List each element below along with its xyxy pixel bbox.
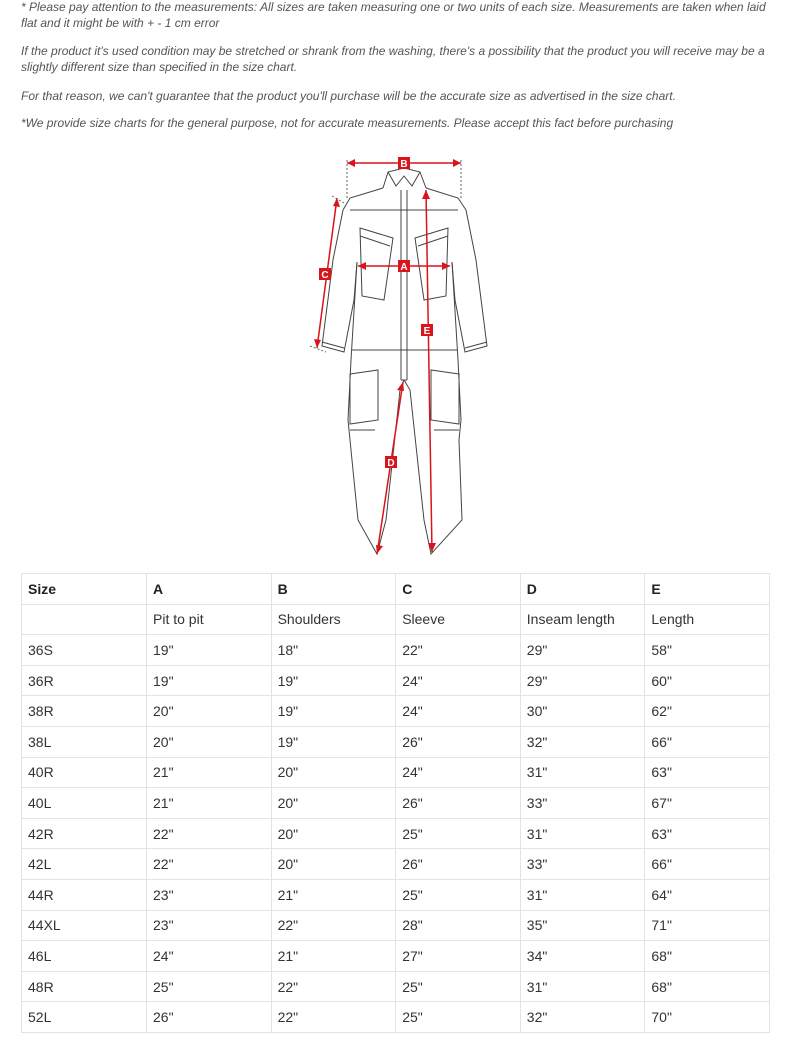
cell-size: 40L bbox=[22, 788, 147, 819]
cell-inseam: 31" bbox=[520, 818, 645, 849]
note-measurement-error: * Please pay attention to the measurements: All sizes are taken measuring one or two units of each size. Measurements are taken when laid flat and it might be with + - 1 cm error bbox=[21, 0, 766, 30]
cell-sleeve: 25" bbox=[396, 1002, 521, 1033]
subheader-length: Length bbox=[645, 604, 770, 635]
marker-b: B bbox=[400, 159, 408, 170]
note-general-purpose: *We provide size charts for the general purpose, not for accurate measurements. Please accept this fact before purchasing bbox=[21, 116, 674, 130]
cell-length: 66" bbox=[645, 726, 770, 757]
cell-pit-to-pit: 25" bbox=[147, 971, 272, 1002]
cell-pit-to-pit: 23" bbox=[147, 910, 272, 941]
table-row bbox=[22, 665, 770, 696]
table-row bbox=[22, 635, 770, 666]
cell-sleeve: 28" bbox=[396, 910, 521, 941]
cell-sleeve: 22" bbox=[396, 635, 521, 666]
cell-length: 63" bbox=[645, 757, 770, 788]
cell-sleeve: 26" bbox=[396, 788, 521, 819]
cell-length: 68" bbox=[645, 941, 770, 972]
cell-length: 71" bbox=[645, 910, 770, 941]
cell-shoulders: 19" bbox=[271, 726, 396, 757]
header-c: C bbox=[396, 574, 521, 605]
cell-inseam: 31" bbox=[520, 971, 645, 1002]
cell-shoulders: 20" bbox=[271, 788, 396, 819]
cell-size: 40R bbox=[22, 757, 147, 788]
cell-inseam: 34" bbox=[520, 941, 645, 972]
cell-length: 63" bbox=[645, 818, 770, 849]
cell-length: 62" bbox=[645, 696, 770, 727]
cell-size: 48R bbox=[22, 971, 147, 1002]
cell-shoulders: 20" bbox=[271, 757, 396, 788]
subheader-sleeve: Sleeve bbox=[396, 604, 521, 635]
subheader-pit-to-pit: Pit to pit bbox=[147, 604, 272, 635]
cell-length: 67" bbox=[645, 788, 770, 819]
header-size: Size bbox=[22, 574, 147, 605]
table-row bbox=[22, 788, 770, 819]
cell-inseam: 35" bbox=[520, 910, 645, 941]
marker-c: C bbox=[321, 270, 329, 281]
cell-length: 70" bbox=[645, 1002, 770, 1033]
cell-inseam: 29" bbox=[520, 635, 645, 666]
cell-inseam: 30" bbox=[520, 696, 645, 727]
table-header-row bbox=[22, 574, 770, 605]
cell-sleeve: 24" bbox=[396, 696, 521, 727]
table-row bbox=[22, 1002, 770, 1033]
coverall-measurement-diagram bbox=[300, 150, 500, 560]
cell-inseam: 33" bbox=[520, 788, 645, 819]
table-row bbox=[22, 910, 770, 941]
cell-sleeve: 24" bbox=[396, 757, 521, 788]
subheader-inseam: Inseam length bbox=[520, 604, 645, 635]
cell-inseam: 32" bbox=[520, 726, 645, 757]
cell-sleeve: 25" bbox=[396, 818, 521, 849]
cell-shoulders: 19" bbox=[271, 665, 396, 696]
cell-pit-to-pit: 20" bbox=[147, 726, 272, 757]
cell-shoulders: 20" bbox=[271, 849, 396, 880]
marker-e: E bbox=[423, 326, 431, 337]
cell-sleeve: 26" bbox=[396, 849, 521, 880]
cell-pit-to-pit: 24" bbox=[147, 941, 272, 972]
header-b: B bbox=[271, 574, 396, 605]
table-row bbox=[22, 818, 770, 849]
cell-sleeve: 24" bbox=[396, 665, 521, 696]
table-subheader-row bbox=[22, 604, 770, 635]
table-row bbox=[22, 696, 770, 727]
cell-size: 42R bbox=[22, 818, 147, 849]
header-d: D bbox=[520, 574, 645, 605]
cell-inseam: 31" bbox=[520, 757, 645, 788]
table-row bbox=[22, 849, 770, 880]
cell-size: 52L bbox=[22, 1002, 147, 1033]
cell-size: 36S bbox=[22, 635, 147, 666]
cell-pit-to-pit: 21" bbox=[147, 788, 272, 819]
cell-length: 58" bbox=[645, 635, 770, 666]
note-no-guarantee: For that reason, we can't guarantee that the product you'll purchase will be the accurate size as advertised in the size chart. bbox=[21, 89, 676, 103]
marker-a: A bbox=[400, 262, 408, 273]
cell-inseam: 32" bbox=[520, 1002, 645, 1033]
cell-size: 42L bbox=[22, 849, 147, 880]
measurement-guides bbox=[310, 159, 461, 554]
cell-length: 66" bbox=[645, 849, 770, 880]
cell-sleeve: 27" bbox=[396, 941, 521, 972]
table-row bbox=[22, 941, 770, 972]
cell-size: 38R bbox=[22, 696, 147, 727]
note-used-condition: If the product it's used condition may be stretched or shrank from the washing, there's a possibility that the product you will receive may be a slightly different size than specified in the size chart. bbox=[21, 44, 765, 74]
cell-pit-to-pit: 19" bbox=[147, 635, 272, 666]
cell-size: 46L bbox=[22, 941, 147, 972]
cell-shoulders: 21" bbox=[271, 879, 396, 910]
cell-shoulders: 19" bbox=[271, 696, 396, 727]
cell-size: 36R bbox=[22, 665, 147, 696]
table-row bbox=[22, 879, 770, 910]
cell-pit-to-pit: 22" bbox=[147, 849, 272, 880]
subheader-shoulders: Shoulders bbox=[271, 604, 396, 635]
cell-shoulders: 20" bbox=[271, 818, 396, 849]
cell-sleeve: 25" bbox=[396, 879, 521, 910]
cell-pit-to-pit: 19" bbox=[147, 665, 272, 696]
table-row bbox=[22, 726, 770, 757]
cell-shoulders: 18" bbox=[271, 635, 396, 666]
cell-sleeve: 26" bbox=[396, 726, 521, 757]
header-e: E bbox=[645, 574, 770, 605]
subheader-size bbox=[22, 604, 147, 635]
cell-shoulders: 22" bbox=[271, 1002, 396, 1033]
coverall-outline bbox=[322, 168, 487, 554]
cell-pit-to-pit: 21" bbox=[147, 757, 272, 788]
table-row bbox=[22, 971, 770, 1002]
cell-shoulders: 21" bbox=[271, 941, 396, 972]
cell-length: 68" bbox=[645, 971, 770, 1002]
marker-d: D bbox=[387, 458, 395, 469]
cell-pit-to-pit: 22" bbox=[147, 818, 272, 849]
cell-inseam: 31" bbox=[520, 879, 645, 910]
cell-pit-to-pit: 26" bbox=[147, 1002, 272, 1033]
cell-shoulders: 22" bbox=[271, 910, 396, 941]
cell-size: 44XL bbox=[22, 910, 147, 941]
table-row bbox=[22, 757, 770, 788]
cell-size: 38L bbox=[22, 726, 147, 757]
cell-pit-to-pit: 20" bbox=[147, 696, 272, 727]
cell-length: 64" bbox=[645, 879, 770, 910]
cell-inseam: 29" bbox=[520, 665, 645, 696]
cell-size: 44R bbox=[22, 879, 147, 910]
header-a: A bbox=[147, 574, 272, 605]
cell-length: 60" bbox=[645, 665, 770, 696]
cell-inseam: 33" bbox=[520, 849, 645, 880]
cell-sleeve: 25" bbox=[396, 971, 521, 1002]
cell-pit-to-pit: 23" bbox=[147, 879, 272, 910]
size-chart-table bbox=[21, 573, 770, 1033]
cell-shoulders: 22" bbox=[271, 971, 396, 1002]
